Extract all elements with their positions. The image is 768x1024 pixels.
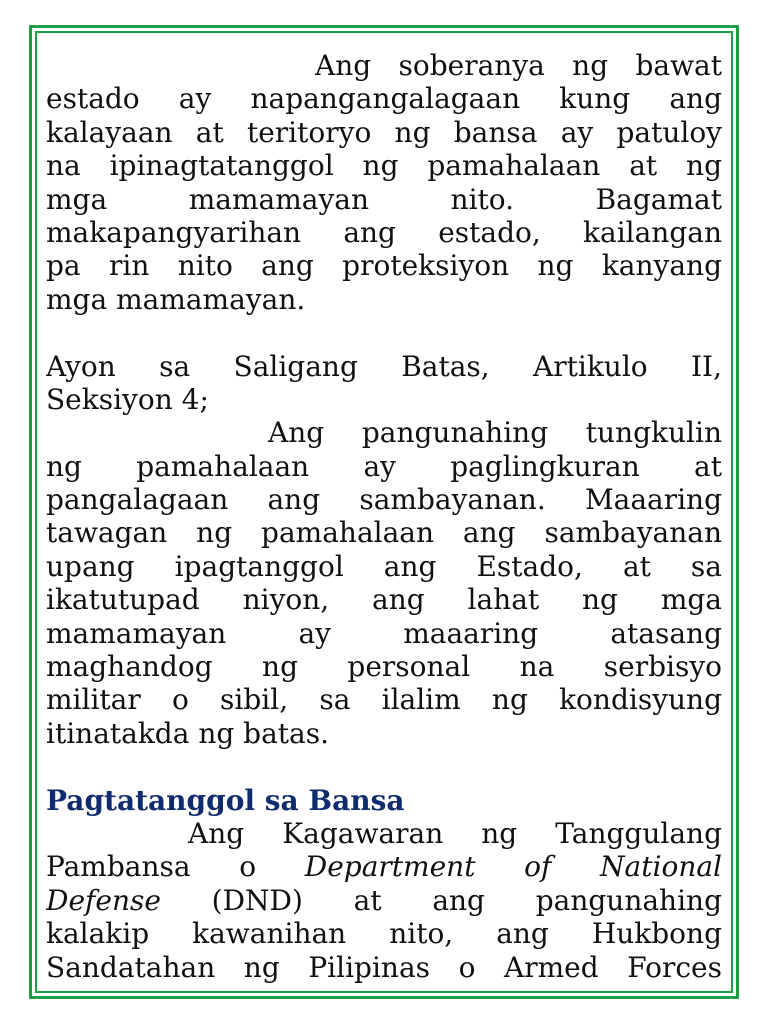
paragraph-line: militar o sibil, sa ilalim ng kondisyung [46, 683, 722, 717]
italic-term: Department of National [304, 850, 722, 884]
paragraph-line [46, 884, 722, 917]
paragraph-line [46, 850, 722, 883]
paragraph-line: mga mamamayan nito. Bagamat [46, 182, 722, 216]
paragraph-line: ng pamahalaan ay paglingkuran at [46, 449, 722, 483]
italic-term: Defense [46, 883, 161, 917]
paragraph-national-defense [46, 817, 722, 984]
paragraph-line: pa rin nito ang proteksiyon ng kanyang [46, 249, 722, 283]
paragraph-line: upang ipagtanggol ang Estado, at sa [46, 549, 722, 583]
paragraph-line: maghandog ng personal na serbisyo [46, 650, 722, 684]
section-heading: Pagtatanggol sa Bansa [46, 783, 405, 817]
paragraph-line: tawagan ng pamahalaan ang sambayanan [46, 516, 722, 550]
paragraph-line: Ang pangunahing tungkulin [268, 416, 722, 450]
paragraph-line: mamamayan ay maaaring atasang [46, 616, 722, 650]
paragraph-line: kalakip kawanihan nito, ang Hukbong [46, 917, 722, 951]
paragraph-line: Ang Kagawaran ng Tanggulang [188, 816, 722, 850]
line-text: (DND) at ang pangunahing [160, 883, 722, 917]
line-text: Pambansa o [46, 850, 305, 884]
paragraph-line: itinatakda ng batas. [46, 716, 330, 750]
paragraph-line: estado ay napangangalagaan kung ang [46, 82, 722, 116]
paragraph-line: Sandatahan ng Pilipinas o Armed Forces [46, 950, 722, 984]
document-body [46, 49, 722, 984]
paragraph-line: Ayon sa Saligang Batas, Artikulo II, [46, 349, 722, 383]
paragraph-constitution-reference [46, 350, 722, 417]
paragraph-line: mga mamamayan. [46, 282, 306, 316]
paragraph-line: ikatutupad niyon, ang lahat ng mga [46, 583, 722, 617]
paragraph-line: Ang soberanya ng bawat [315, 49, 722, 82]
paragraph-line: makapangyarihan ang estado, kailangan [46, 215, 722, 249]
paragraph-sovereignty [46, 49, 722, 316]
paragraph-line: pangalagaan ang sambayanan. Maaaring [46, 483, 722, 517]
paragraph-line: kalayaan at teritoryo ng bansa ay patuloy [46, 115, 722, 149]
paragraph-line: Seksiyon 4; [46, 382, 209, 416]
paragraph-spacer [46, 316, 722, 349]
paragraph-constitution-quote [46, 416, 722, 750]
paragraph-line: na ipinagtatanggol ng pamahalaan at ng [46, 149, 722, 183]
paragraph-spacer [46, 750, 722, 783]
